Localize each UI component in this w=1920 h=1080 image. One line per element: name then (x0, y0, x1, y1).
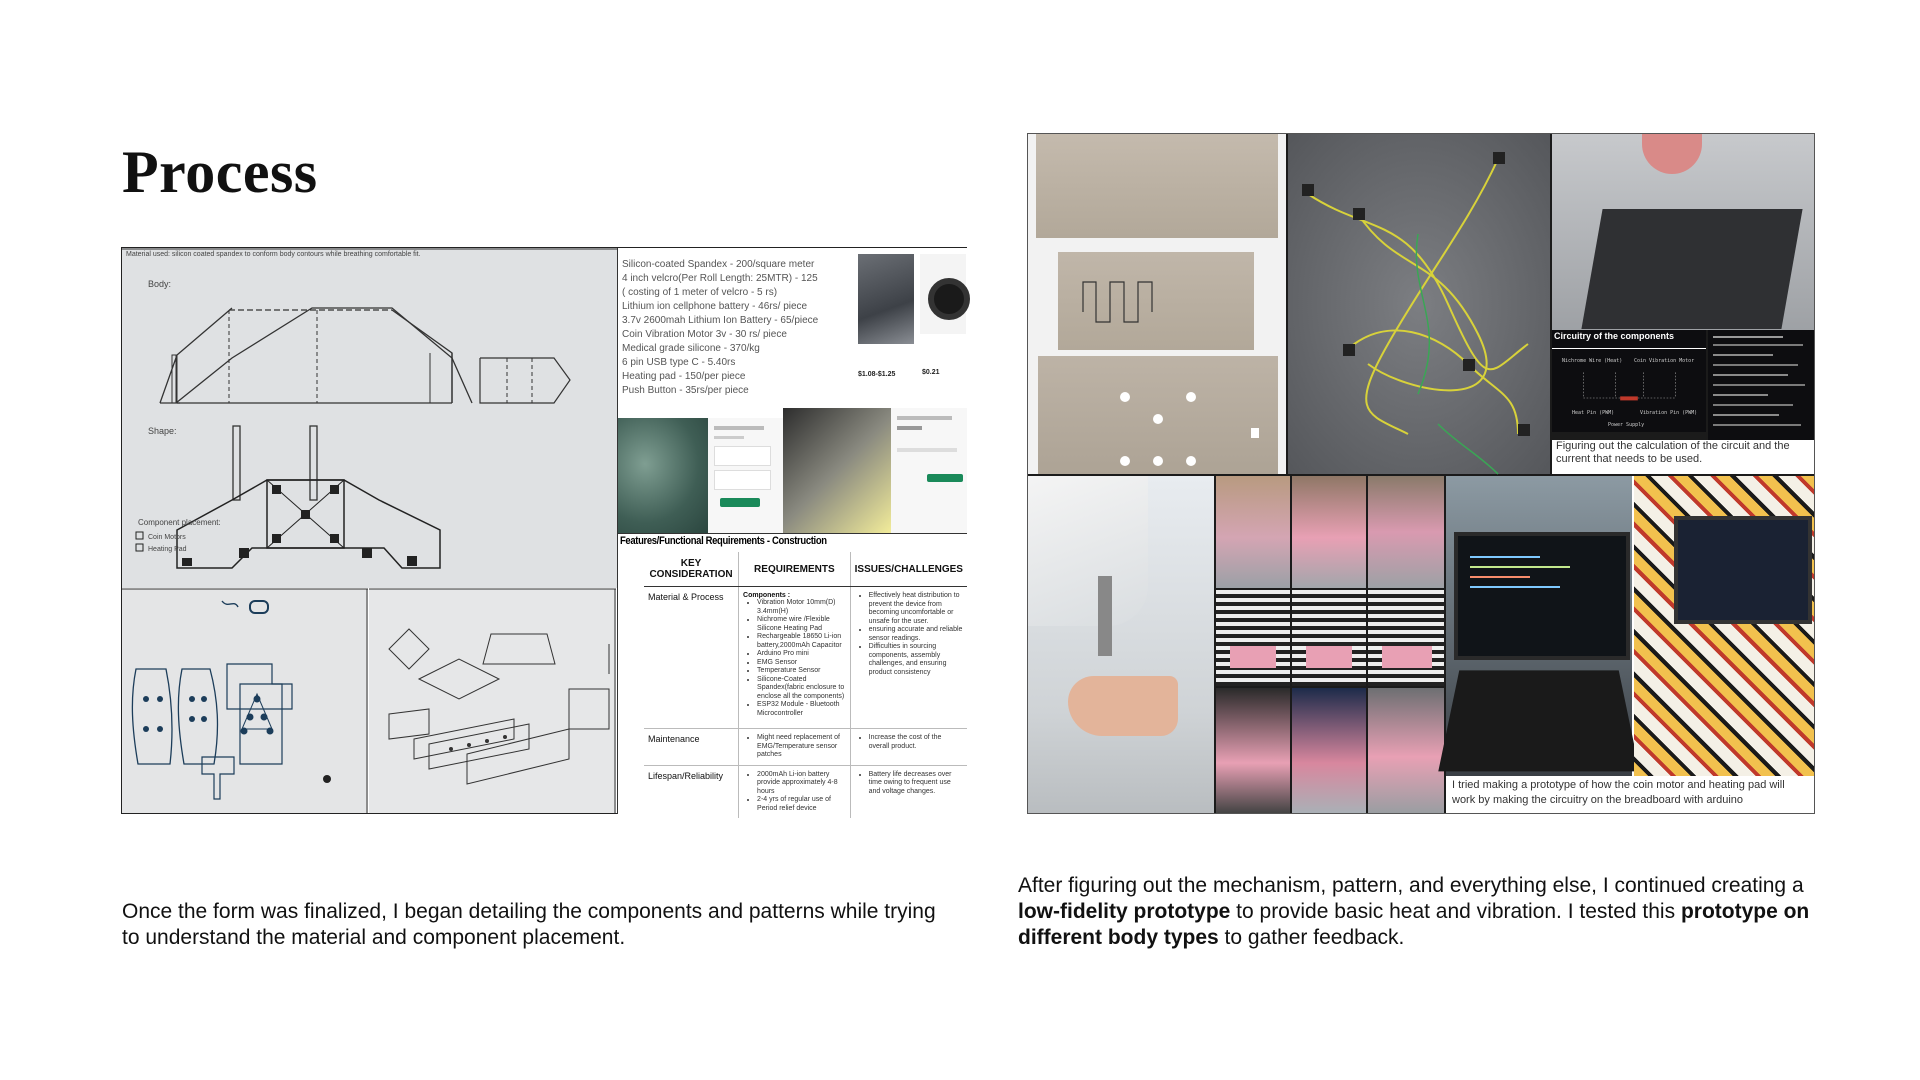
list-item: • Temperature Sensor (757, 667, 846, 676)
req-list (743, 599, 846, 718)
breadboard-caption: I tried making a prototype of how the coin motor and heating pad will work by making the circuitry on the breadboard with arduino (1452, 778, 1808, 810)
garment-sketch (122, 589, 368, 813)
body-test-photo (1216, 688, 1290, 813)
sketch-label-placement: Component placement: (138, 518, 221, 527)
table-header-row (644, 552, 967, 587)
circuit-heat-pin: Heat Pin (PWM) (1572, 410, 1615, 416)
circuit-caption: Figuring out the calculation of the circuit and the current that needs to be used. (1552, 440, 1814, 474)
right-paragraph (1018, 873, 1818, 951)
garment-drawing (122, 589, 368, 813)
right-paragraph-part2: to provide basic heat and vibration. I tested this (1230, 900, 1681, 923)
issues-cell (850, 587, 967, 729)
pattern-sketch (122, 248, 617, 588)
materials-item: Medical grade silicone - 370/kg (622, 343, 760, 354)
enclosure-drawing (369, 589, 616, 813)
requirements-table (644, 552, 967, 818)
issues-list (855, 734, 963, 751)
circuit-left-label: Nichrome Wire (Heat) (1562, 358, 1623, 364)
page-title: Process (122, 139, 318, 205)
issues-cell (850, 765, 967, 818)
list-item: • 2-4 yrs of regular use of Period relief device (757, 796, 846, 813)
list-item: • Battery life decreases over time owing to frequent use and voltage changes. (869, 771, 963, 797)
wires-photo (1288, 134, 1550, 474)
materials-item: ( costing of 1 meter of velcro - 5 rs) (622, 287, 778, 298)
right-paragraph-bold2: prototype on different body types (1018, 900, 1810, 949)
fabric-piece-top (1036, 134, 1278, 238)
issues-cell (850, 729, 967, 766)
issues-list (855, 592, 963, 677)
calculation-notes (1708, 330, 1814, 440)
body-test-photo (1292, 688, 1366, 813)
requirements-cell (739, 765, 851, 818)
left-collage (121, 247, 967, 814)
materials-item: Lithium ion cellphone battery - 46rs/ piece (622, 301, 808, 312)
list-item: • Rechargeable 18650 Li-ion battery,2000mAh Capacitor (757, 633, 846, 650)
list-item: • Arduino Pro mini (757, 650, 846, 659)
product-thumb-velcro (920, 254, 966, 334)
product-price-2: $0.21 (922, 369, 940, 376)
right-paragraph-part3: to gather feedback. (1218, 926, 1405, 949)
body-test-photo (1292, 476, 1366, 588)
materials-item: 6 pin USB type C - 5.40rs (622, 357, 736, 368)
legend-coin-motors: Coin Motors (148, 534, 186, 541)
body-test-photos (1216, 476, 1444, 813)
product-price-1: $1.08-$1.25 (858, 371, 896, 378)
circuit-diagram (1552, 330, 1706, 432)
list-item: • Vibration Motor 10mm(D) 3.4mm(H) (757, 599, 846, 616)
sewing-photo (1028, 476, 1214, 813)
product-thumb-fabric-green (618, 418, 708, 533)
requirements-heading: Features/Functional Requirements - Construction (620, 535, 827, 547)
table-row (644, 729, 967, 766)
fabric-piece-heating (1058, 252, 1254, 350)
sketch-label-shape: Shape: (148, 426, 177, 436)
body-test-photo (1368, 476, 1444, 588)
req-list (743, 771, 846, 814)
breadboard-photos (1446, 476, 1814, 813)
requirements-section (617, 533, 967, 814)
column-header: KEY CONSIDERATION (644, 552, 739, 587)
breadboard-photo (1634, 476, 1814, 776)
wires-drawing (1288, 134, 1550, 474)
laptop-photo (1446, 476, 1632, 776)
requirements-cell (739, 729, 851, 766)
product-listing-card (708, 418, 783, 533)
circuit-supply: Power Supply (1608, 422, 1645, 428)
body-test-photo (1216, 476, 1290, 588)
body-test-photo (1368, 688, 1444, 813)
list-item: • EMG Sensor (757, 659, 846, 668)
pattern-drawing (122, 248, 617, 588)
circuit-lines (1552, 366, 1706, 414)
body-test-photo (1216, 590, 1290, 686)
req-list (743, 734, 846, 760)
req-title: Components : (743, 592, 791, 599)
left-paragraph: Once the form was finalized, I began detailing the components and patterns while trying to understand the material and component placement. (122, 900, 936, 949)
materials-list (622, 258, 852, 398)
list-item: • Might need replacement of EMG/Temperature sensor patches (757, 734, 846, 760)
fabric-piece-motors (1038, 356, 1278, 474)
circuit-title: Circuitry of the components (1554, 331, 1675, 341)
materials-item: Coin Vibration Motor 3v - 30 rs/ piece (622, 329, 787, 340)
sketch-label-body: Body: (148, 279, 172, 289)
table-row (644, 587, 967, 729)
fabric-pattern-photo (1028, 134, 1286, 474)
column-header: ISSUES/CHALLENGES (850, 552, 967, 587)
product-listing-card-2 (891, 408, 967, 533)
column-header: REQUIREMENTS (739, 552, 851, 587)
table-row (644, 765, 967, 818)
heating-wire-icon (1058, 252, 1254, 350)
right-paragraph-bold1: low-fidelity prototype (1018, 900, 1231, 923)
list-item: • ESP32 Module - Bluetooth Microcontroller (757, 701, 846, 718)
requirements-cell (739, 587, 851, 729)
product-thumb-fabric-grey (783, 408, 891, 533)
legend-heating-pad: Heating Pad (148, 546, 187, 553)
product-thumb-spandex (858, 254, 914, 344)
materials-item: Silicon-coated Spandex - 200/square meter (622, 259, 815, 270)
enclosure-sketch (369, 589, 616, 813)
sketch-header: Material used: silicon coated spandex to conform body contours while breathing comfortable fit. (126, 251, 421, 258)
materials-item: Heating pad - 150/per piece (622, 371, 746, 382)
materials-item: Push Button - 35rs/per piece (622, 385, 749, 396)
circuit-vibration-pin: Vibration Pin (PWM) (1640, 410, 1698, 416)
key-cell: Maintenance (644, 729, 739, 766)
right-paragraph-part1: After figuring out the mechanism, pattern, and everything else, I continued creating a (1018, 874, 1804, 897)
body-test-photo (1292, 590, 1366, 686)
materials-item: 4 inch velcro(Per Roll Length: 25MTR) - 125 (622, 273, 818, 284)
list-item: • Nichrome wire /Flexible Silicone Heating Pad (757, 616, 846, 633)
list-item: • Effectively heat distribution to prevent the device from becoming uncomfortable or unsafe for the user. (869, 592, 963, 626)
key-cell: Lifespan/Reliability (644, 765, 739, 818)
right-collage (1027, 133, 1815, 814)
materials-section (617, 248, 967, 533)
list-item: • Difficulties in sourcing components, assembly challenges, and ensuring product consistency (869, 643, 963, 677)
key-cell: Material & Process (644, 587, 739, 729)
assembly-photo (1552, 134, 1814, 330)
circuit-right-label: Coin Vibration Motor (1634, 358, 1695, 364)
list-item: • 2000mAh Li-ion battery provide approximately 4-8 hours (757, 771, 846, 797)
list-item: • Silicone-Coated Spandex(fabric enclosure to enclose all the components) (757, 676, 846, 702)
list-item: • Increase the cost of the overall product. (869, 734, 963, 751)
materials-item: 3.7v 2600mah Lithium Ion Battery - 65/piece (622, 315, 819, 326)
body-test-photo (1368, 590, 1444, 686)
issues-list (855, 771, 963, 797)
list-item: • ensuring accurate and reliable sensor readings. (869, 626, 963, 643)
